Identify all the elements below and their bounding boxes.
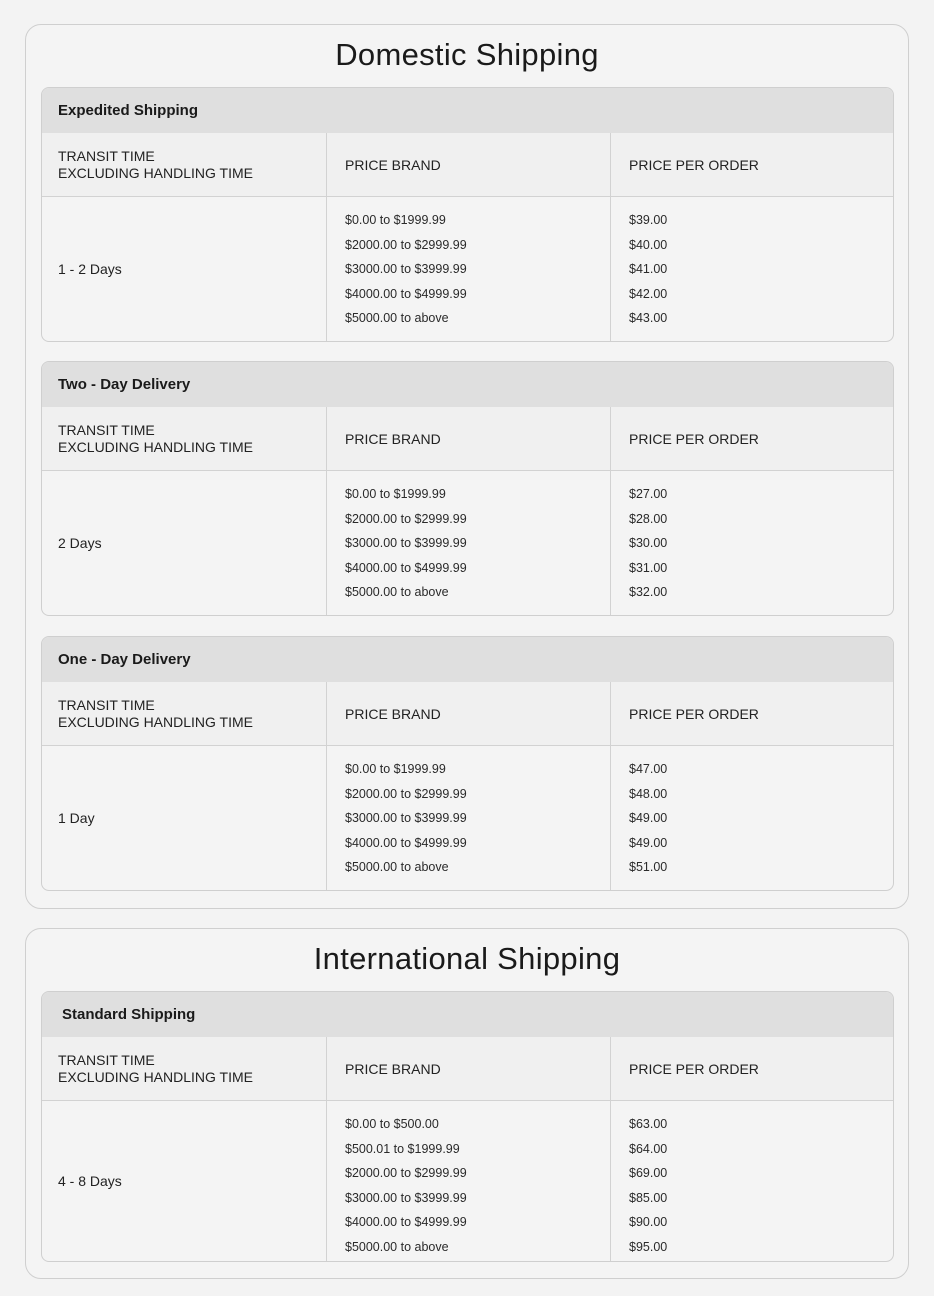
transit-header-line2: EXCLUDING HANDLING TIME (58, 438, 253, 455)
price-brand-list (326, 197, 610, 341)
domestic-shipping-section (25, 24, 909, 909)
price-brand: $0.00 to $1999.99 (345, 213, 446, 227)
shipping-card-one-day (41, 636, 894, 891)
table-header-row (42, 1037, 893, 1101)
price-order-header: PRICE PER ORDER (610, 407, 893, 470)
transit-header-line1: TRANSIT TIME (58, 1051, 155, 1068)
transit-time: 1 Day (58, 810, 95, 826)
transit-header-line2: EXCLUDING HANDLING TIME (58, 713, 253, 730)
shipping-card-standard (41, 991, 894, 1262)
table-row (42, 471, 893, 615)
price-brand-header: PRICE BRAND (326, 133, 610, 196)
transit-header-line2: EXCLUDING HANDLING TIME (58, 1068, 253, 1085)
price-order-list (610, 746, 893, 890)
card-title: One - Day Delivery (42, 637, 893, 682)
price-order-list (610, 1101, 893, 1261)
price-brand: $5000.00 to above (345, 585, 449, 599)
table-row (42, 197, 893, 341)
price-brand-header: PRICE BRAND (326, 1037, 610, 1100)
transit-header (42, 1037, 326, 1100)
transit-header-line2: EXCLUDING HANDLING TIME (58, 164, 253, 181)
price-per-order: $51.00 (629, 860, 668, 874)
shipping-card-expedited (41, 87, 894, 342)
shipping-card-two-day (41, 361, 894, 616)
price-per-order: $30.00 (629, 536, 668, 550)
price-per-order: $39.00 (629, 213, 668, 227)
price-brand: $0.00 to $1999.99 (345, 762, 446, 776)
price-brand: $2000.00 to $2999.99 (345, 1166, 467, 1180)
transit-header (42, 407, 326, 470)
table-row (42, 1101, 893, 1261)
section-title: International Shipping (313, 941, 621, 976)
table-header-row (42, 682, 893, 746)
card-title: Standard Shipping (42, 992, 893, 1037)
price-per-order: $95.00 (629, 1239, 668, 1254)
price-order-header: PRICE PER ORDER (610, 1037, 893, 1100)
international-shipping-section (25, 928, 909, 1279)
price-brand: $4000.00 to $4999.99 (345, 1215, 467, 1229)
price-per-order: $28.00 (629, 511, 668, 526)
price-per-order: $90.00 (629, 1215, 668, 1229)
price-brand: $3000.00 to $3999.99 (345, 811, 467, 825)
price-brand: $2000.00 to $2999.99 (345, 511, 467, 526)
price-per-order: $42.00 (629, 286, 668, 301)
price-brand-list (326, 1101, 610, 1261)
price-per-order: $31.00 (629, 560, 668, 575)
price-per-order: $63.00 (629, 1117, 668, 1131)
transit-header-line1: TRANSIT TIME (58, 421, 155, 438)
price-order-header: PRICE PER ORDER (610, 133, 893, 196)
price-brand-list (326, 746, 610, 890)
table-header-row (42, 133, 893, 197)
price-brand: $5000.00 to above (345, 860, 449, 874)
card-title: Expedited Shipping (42, 88, 893, 133)
table-row (42, 746, 893, 890)
price-order-header: PRICE PER ORDER (610, 682, 893, 745)
price-per-order: $85.00 (629, 1190, 668, 1205)
price-brand: $0.00 to $500.00 (345, 1117, 439, 1131)
price-brand: $3000.00 to $3999.99 (345, 1190, 467, 1205)
price-order-list (610, 197, 893, 341)
transit-header-line1: TRANSIT TIME (58, 147, 155, 164)
price-per-order: $32.00 (629, 585, 668, 599)
price-per-order: $48.00 (629, 786, 668, 801)
card-title: Two - Day Delivery (42, 362, 893, 407)
price-per-order: $64.00 (629, 1141, 668, 1156)
transit-time: 4 - 8 Days (58, 1173, 122, 1189)
price-per-order: $47.00 (629, 762, 668, 776)
price-brand: $3000.00 to $3999.99 (345, 536, 467, 550)
price-per-order: $41.00 (629, 262, 668, 276)
price-brand: $500.01 to $1999.99 (345, 1141, 460, 1156)
transit-time: 1 - 2 Days (58, 261, 122, 277)
price-brand: $5000.00 to above (345, 311, 449, 325)
transit-header-line1: TRANSIT TIME (58, 696, 155, 713)
price-brand: $2000.00 to $2999.99 (345, 786, 467, 801)
price-per-order: $40.00 (629, 237, 668, 252)
price-per-order: $49.00 (629, 811, 668, 825)
price-per-order: $27.00 (629, 487, 668, 501)
price-per-order: $69.00 (629, 1166, 668, 1180)
transit-header (42, 682, 326, 745)
price-brand: $4000.00 to $4999.99 (345, 835, 467, 850)
transit-header (42, 133, 326, 196)
price-per-order: $43.00 (629, 311, 668, 325)
price-brand: $4000.00 to $4999.99 (345, 560, 467, 575)
price-brand: $5000.00 to above (345, 1239, 449, 1254)
price-brand: $0.00 to $1999.99 (345, 487, 446, 501)
transit-time: 2 Days (58, 535, 102, 551)
price-per-order: $49.00 (629, 835, 668, 850)
price-brand-header: PRICE BRAND (326, 682, 610, 745)
price-brand: $2000.00 to $2999.99 (345, 237, 467, 252)
price-brand: $3000.00 to $3999.99 (345, 262, 467, 276)
table-header-row (42, 407, 893, 471)
section-title: Domestic Shipping (335, 37, 599, 72)
price-order-list (610, 471, 893, 615)
price-brand-list (326, 471, 610, 615)
price-brand-header: PRICE BRAND (326, 407, 610, 470)
price-brand: $4000.00 to $4999.99 (345, 286, 467, 301)
